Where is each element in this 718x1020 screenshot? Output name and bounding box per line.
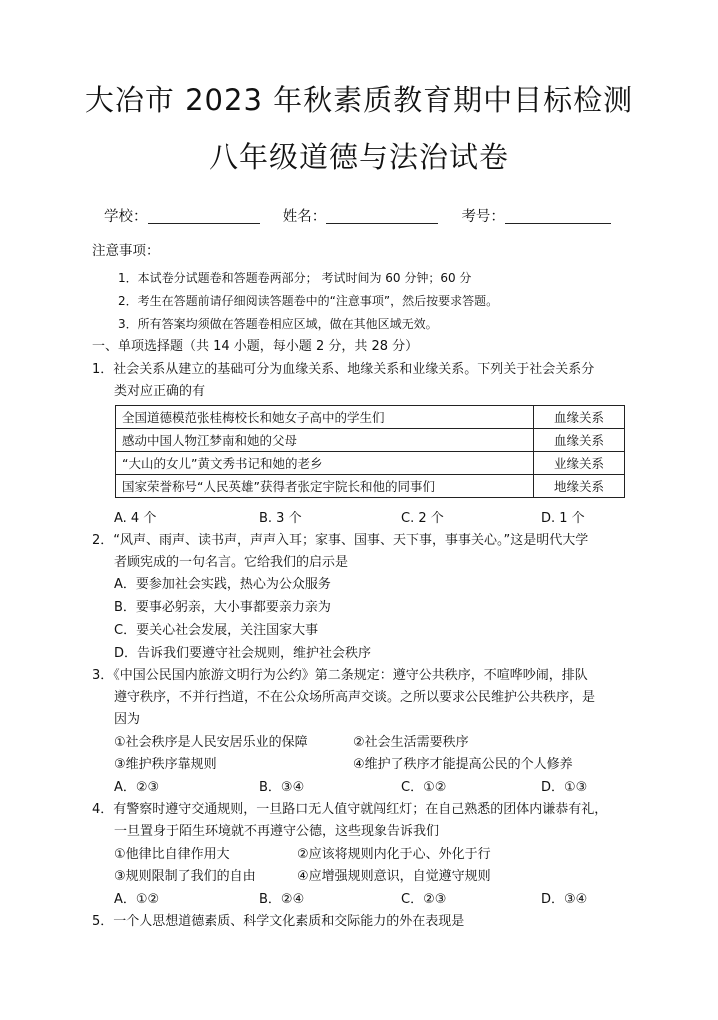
q3-option-c: C．①② [401,780,447,795]
table-cell: “大山的女儿”黄文秀书记和她的老乡 [116,452,534,475]
q4-item-3: ③规则限制了我们的自由 [114,869,256,884]
table-row [116,475,625,498]
table-cell: 业缘关系 [534,452,625,475]
q4-option-b: B．②④ [259,892,305,907]
q2-stem-line2: 者顾宪成的一句名言。它给我们的启示是 [114,555,349,570]
q4-item-1: ①他律比自律作用大 [114,847,230,862]
q3-item-4: ④维护了秩序才能提高公民的个人修养 [353,757,573,772]
table-cell: 全国道德模范张桂梅校长和她女子高中的学生们 [116,406,534,429]
notice-heading: 注意事项： [92,243,160,259]
notice-item-3: 3．所有答案均须做在答题卷相应区域，做在其他区域无效。 [118,317,438,331]
q3-option-b: B．③④ [259,780,305,795]
q1-stem-line1: 1．社会关系从建立的基础可分为血缘关系、地缘关系和业缘关系。下列关于社会关系分 [92,362,595,377]
name-field[interactable] [326,209,438,224]
q1-option-c: C. 2 个 [401,511,444,526]
q3-stem-line1: 3．《中国公民国内旅游文明行为公约》第二条规定：遵守公共秩序，不喧哗吵闹，排队 [92,668,588,683]
section1-heading: 一、单项选择题（共 14 小题，每小题 2 分，共 28 分） [92,339,419,354]
school-label: 学校： [104,209,148,225]
q4-stem-line1: 4．有警察时遵守交通规则，一旦路口无人值守就闯红灯；在自己熟悉的团体内谦恭有礼， [92,802,608,817]
q1-stem-line2: 类对应正确的有 [114,384,206,399]
q2-option-b: B．要事必躬亲，大小事都要亲力亲为 [114,600,331,615]
table-row [116,452,625,475]
table-cell: 感动中国人物江梦南和她的父母 [116,429,534,452]
q3-stem-line2: 遵守秩序，不并行挡道，不在公众场所高声交谈。之所以要求公民维护公共秩序，是 [114,690,596,705]
table-cell: 地缘关系 [534,475,625,498]
q3-item-2: ②社会生活需要秩序 [353,735,469,750]
exam-no-label: 考号： [461,209,505,225]
school-field[interactable] [148,209,260,224]
q2-option-d: D．告诉我们要遵守社会规则，维护社会秩序 [114,646,372,661]
table-row [116,406,625,429]
q4-item-2: ②应该将规则内化于心、外化于行 [297,847,491,862]
q1-option-b: B. 3 个 [259,511,302,526]
q3-item-1: ①社会秩序是人民安居乐业的保障 [114,735,308,750]
q5-stem-line1: 5．一个人思想道德素质、科学文化素质和交际能力的外在表现是 [92,914,465,929]
table-cell: 血缘关系 [534,406,625,429]
table-row [116,429,625,452]
table-cell: 血缘关系 [534,429,625,452]
q3-option-a: A．②③ [114,780,160,795]
q4-option-a: A．①② [114,892,160,907]
exam-title-line1: 大冶市 2023 年秋素质教育期中目标检测 [84,83,634,117]
q3-option-d: D．①③ [541,780,588,795]
exam-title-line2: 八年级道德与法治试卷 [208,140,509,174]
table-cell: 国家荣誉称号“人民英雄”获得者张定宇院长和他的同事们 [116,475,534,498]
q2-stem-line1: 2．“风声、雨声、读书声，声声入耳；家事、国事、天下事，事事关心。”这是明代大学 [92,533,589,548]
q2-option-c: C．要关心社会发展，关注国家大事 [114,623,319,638]
q2-option-a: A．要参加社会实践，热心为公众服务 [114,577,331,592]
q3-item-3: ③维护秩序靠规则 [114,757,217,772]
q4-item-4: ④应增强规则意识，自觉遵守规则 [297,869,491,884]
q4-stem-line2: 一旦置身于陌生环境就不再遵守公德，这些现象告诉我们 [114,824,440,839]
name-label: 姓名： [282,209,327,225]
notice-item-1: 1．本试卷分试题卷和答题卷两部分； 考试时间为 60 分钟；60 分 [118,271,472,285]
notice-item-2: 2．考生在答题前请仔细阅读答题卷中的“注意事项”，然后按要求答题。 [118,294,499,308]
student-info-row [104,205,611,226]
q3-stem-line3: 因为 [114,712,141,727]
relationship-table [115,405,625,498]
q1-option-d: D. 1 个 [541,511,585,526]
q4-option-c: C．②③ [401,892,447,907]
q1-option-a: A. 4 个 [114,511,157,526]
exam-no-field[interactable] [505,209,611,224]
q4-option-d: D．③④ [541,892,588,907]
